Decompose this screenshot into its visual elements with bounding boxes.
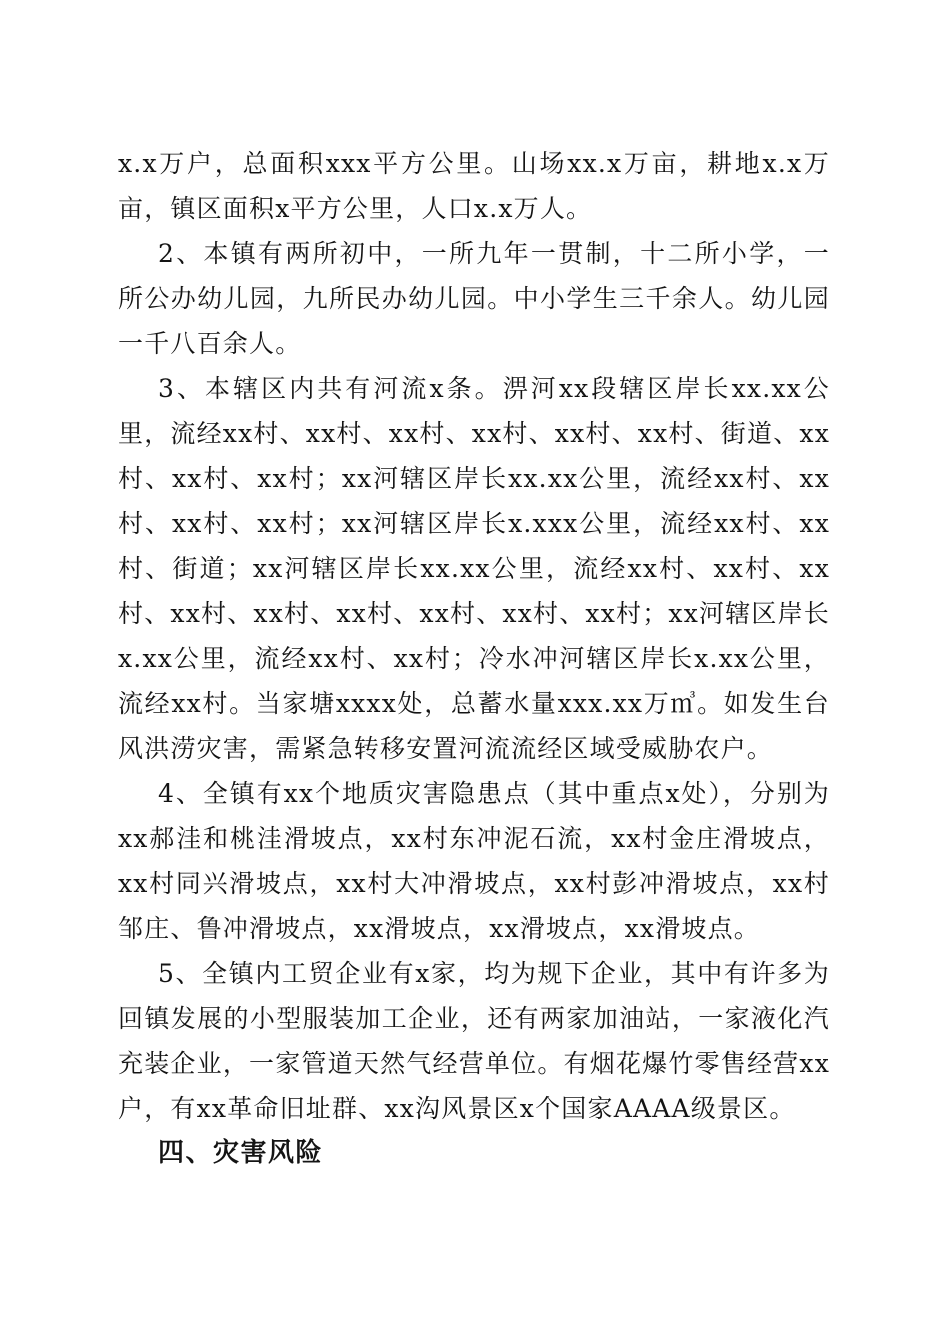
paragraph-schools: 2、本镇有两所初中，一所九年一贯制，十二所小学，一所公办幼儿园，九所民办幼儿园。中小学生三千余人。幼儿园一千八百余人。 [118, 239, 830, 358]
paragraph-geological-hazards: 4、全镇有xx个地质灾害隐患点（其中重点x处），分别为xx郝洼和桃洼滑坡点，xx村东冲泥石流，xx村金庄滑坡点，xx村同兴滑坡点，xx村大冲滑坡点，xx村彭冲滑坡点，xx村邹庄、鲁冲滑坡点，xx滑坡点，xx滑坡点，xx滑坡点。 [118, 779, 830, 943]
paragraph-population-area: x.x万户，总面积xxx平方公里。山场xx.x万亩，耕地x.x万亩，镇区面积x平方公里，人口x.x万人。 [118, 149, 830, 223]
section-heading-disaster-risk: 四、灾害风险 [158, 1138, 324, 1168]
paragraph-rivers: 3、本辖区内共有河流x条。淠河xx段辖区岸长xx.xx公里，流经xx村、xx村、xx村、xx村、xx村、xx村、街道、xx村、xx村、xx村；xx河辖区岸长xx.xx公里，流经xx村、xx村、xx村、xx村；xx河辖区岸长x.xxx公里，流经xx村、xx村、街道；xx河辖区岸长xx.xx公里，流经xx村、xx村、xx村、xx村、xx村、xx村、xx村、xx村、xx村；xx河辖区岸长x.xx公里，流经xx村、xx村；冷水冲河辖区岸长x.xx公里，流经xx村。当家塘xxxx处，总蓄水量xxx.xx万㎥。如发生台风洪涝灾害，需紧急转移安置河流流经区域受威胁农户。 [118, 374, 830, 763]
paragraph-enterprises: 5、全镇内工贸企业有x家，均为规下企业，其中有许多为回镇发展的小型服装加工企业，还有两家加油站，一家液化汽充装企业，一家管道天然气经营单位。有烟花爆竹零售经营xx户，有xx革命旧址群、xx沟风景区x个国家AAAA级景区。 [118, 959, 830, 1123]
document-body [118, 141, 830, 1176]
